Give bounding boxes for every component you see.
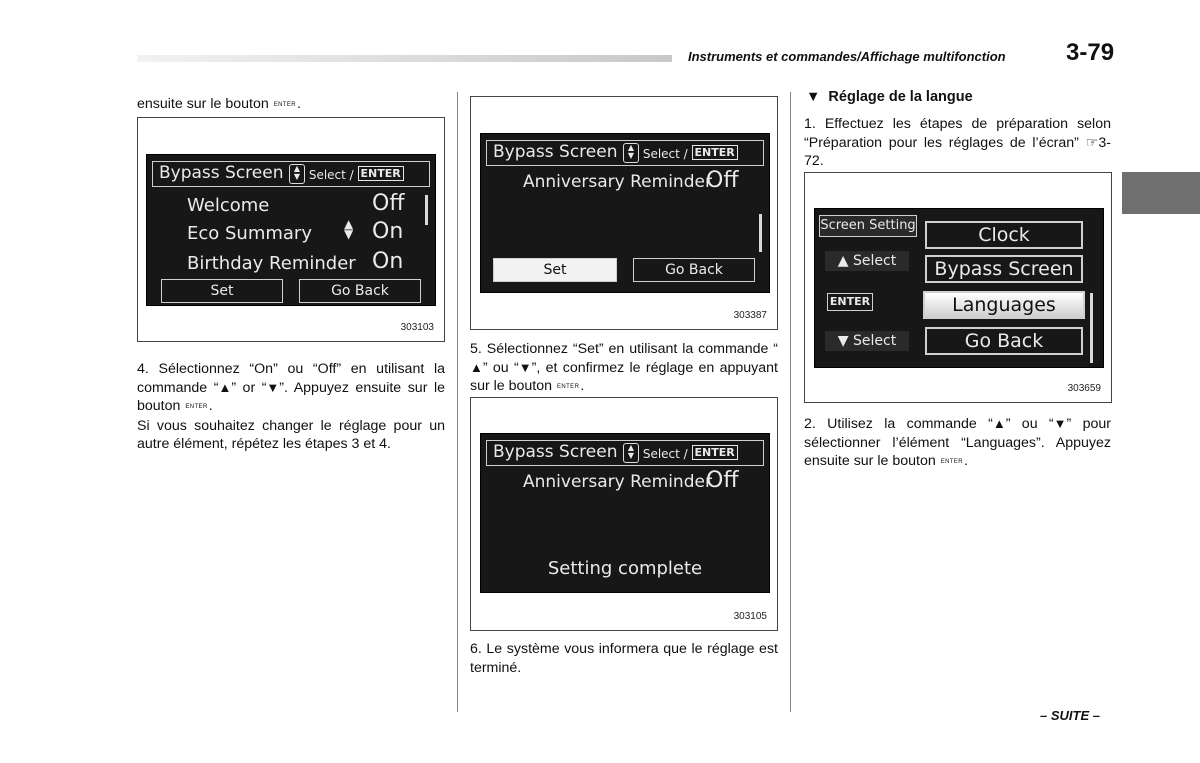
- title-bar: [152, 161, 430, 187]
- figure-code: 303387: [733, 310, 767, 321]
- down-arrow-icon: ▼: [1053, 416, 1067, 431]
- enter-button-icon: ENTER: [556, 384, 580, 390]
- title-bar: [486, 440, 764, 466]
- intro-text: ensuite sur le bouton ENTER.: [137, 95, 447, 115]
- figure-code: 303105: [733, 611, 767, 622]
- menu-item-label: Birthday Reminder: [187, 253, 356, 274]
- scrollbar: [425, 195, 428, 225]
- column-divider: [790, 92, 791, 712]
- display-screen: [480, 433, 770, 593]
- header-rule: [137, 55, 672, 62]
- select-up-label: ▲ Select: [825, 251, 909, 271]
- menu-item-label: Anniversary Reminder: [523, 172, 712, 192]
- screen-setting-label: Screen Setting: [819, 215, 917, 237]
- step-4: 4. Sélectionnez “On” ou “Off” en utilisant la commande “▲” or “▼”. Appuyez ensuite sur le bouton ENTER. Si vous souhaitez changer le réglage pour un autre élément, répétez les étapes 3 et 4.: [137, 361, 445, 452]
- menu-item-value: Off: [372, 191, 405, 216]
- continued-label: – SUITE –: [1040, 708, 1100, 723]
- heading-marker-icon: ▼: [806, 89, 821, 105]
- step-1: 1. Effectuez les étapes de préparation selon “Préparation pour les réglages de l’écran” ☞3-72.: [804, 116, 1111, 169]
- screen-title: Bypass Screen: [159, 163, 284, 183]
- figure-bypass-screen: [137, 117, 445, 342]
- title-bar: [486, 140, 764, 166]
- select-label: Select /: [642, 147, 688, 161]
- menu-item-go-back: Go Back: [925, 327, 1083, 355]
- menu-item-value: On: [372, 249, 404, 274]
- display-screen: [480, 133, 770, 293]
- setting-complete-message: Setting complete: [547, 558, 703, 579]
- reference-icon: ☞: [1085, 134, 1099, 151]
- menu-item-bypass-screen: Bypass Screen: [925, 255, 1083, 283]
- enter-badge: ENTER: [692, 145, 738, 160]
- scrollbar: [759, 214, 762, 252]
- menu-item-value: Off: [706, 168, 739, 193]
- up-arrow-icon: ▲: [218, 379, 232, 395]
- figure-setting-complete: [470, 397, 778, 631]
- set-button: Set: [493, 258, 617, 282]
- display-screen: [814, 208, 1104, 368]
- step-2: 2. Utilisez la commande “▲” ou “▼” pour sélectionner l’élément “Languages”. Appuyez ensuite sur le bouton ENTER.: [804, 415, 1111, 472]
- enter-button-icon: ENTER: [940, 459, 964, 465]
- header-title: Instruments et commandes/Affichage multifonction: [688, 49, 1006, 64]
- enter-button-icon: ENTER: [273, 102, 297, 108]
- menu-item-label: Welcome: [187, 195, 270, 216]
- menu-item-label: Eco Summary: [187, 223, 312, 244]
- column-divider: [457, 92, 458, 712]
- display-screen: [146, 154, 436, 306]
- figure-code: 303659: [1067, 383, 1101, 394]
- down-arrow-icon: ▼: [518, 359, 532, 375]
- section-heading: ▼ Réglage de la langue: [806, 89, 973, 105]
- menu-item-clock: Clock: [925, 221, 1083, 249]
- screen-title: Bypass Screen: [493, 442, 618, 462]
- enter-button-icon: ENTER: [185, 404, 208, 410]
- up-down-icon: ▲ ▼: [623, 443, 639, 463]
- step-6: 6. Le système vous informera que le réglage est terminé.: [470, 641, 778, 676]
- select-label: Select /: [308, 168, 354, 182]
- figure-anniversary-set: [470, 96, 778, 330]
- figure-code: 303103: [400, 322, 434, 333]
- menu-item-value: On: [372, 219, 404, 244]
- page-number: 3-79: [1066, 39, 1115, 66]
- enter-badge: ENTER: [692, 445, 738, 460]
- repeat-note: Si vous souhaitez changer le réglage pour un autre élément, répétez les étapes 3 et 4.: [137, 417, 445, 452]
- down-arrow-icon: ▼: [266, 379, 280, 395]
- scrollbar: [1090, 293, 1093, 363]
- chapter-tab: [1122, 172, 1200, 214]
- up-down-icon: ▲ ▼: [623, 143, 639, 163]
- up-down-icon: ▲ ▼: [289, 164, 305, 184]
- menu-item-value: Off: [706, 468, 739, 493]
- figure-screen-setting: [804, 172, 1112, 403]
- up-arrow-icon: ▲: [470, 359, 483, 375]
- menu-item-label: Anniversary Reminder: [523, 472, 712, 492]
- menu-item-languages: Languages: [923, 291, 1085, 319]
- screen-title: Bypass Screen: [493, 142, 618, 162]
- select-label: Select /: [642, 447, 688, 461]
- enter-badge: ENTER: [827, 293, 873, 311]
- go-back-button: Go Back: [633, 258, 755, 282]
- up-down-arrows-icon: ▲ ▼: [344, 217, 354, 241]
- select-down-label: ▼ Select: [825, 331, 909, 351]
- step-5: 5. Sélectionnez “Set” en utilisant la commande “▲” ou “▼”, et confirmez le réglage en appuyant sur le bouton ENTER.: [470, 340, 778, 397]
- go-back-button: Go Back: [299, 279, 421, 303]
- enter-badge: ENTER: [358, 166, 404, 181]
- set-button: Set: [161, 279, 283, 303]
- up-arrow-icon: ▲: [992, 416, 1006, 431]
